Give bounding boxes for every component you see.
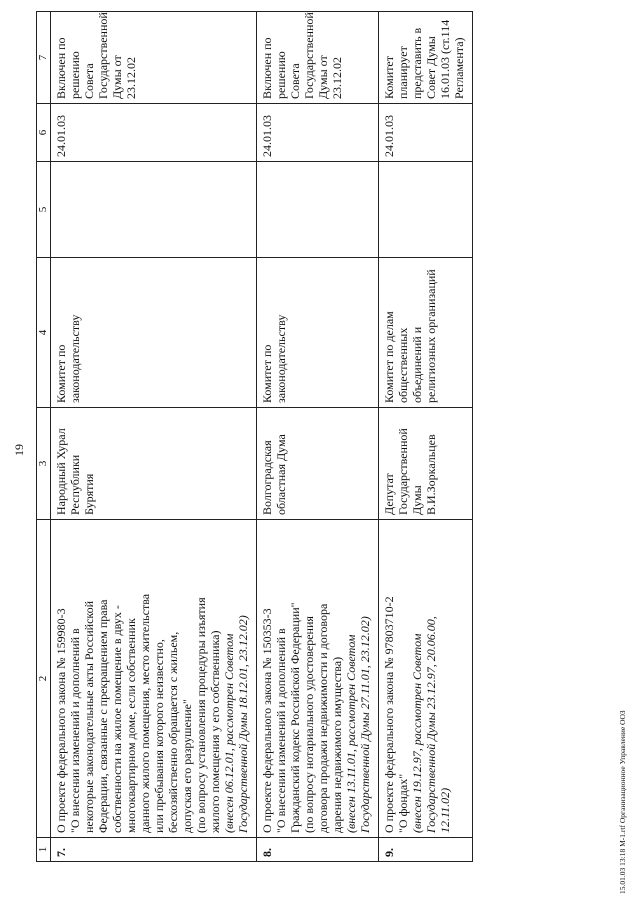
row-number: 8. <box>257 838 379 862</box>
bill-title-line: собственности на жилое помещение в двух - <box>110 605 124 833</box>
row-number: 7. <box>51 838 257 862</box>
bill-history-note: (внесен 06.12.01, рассмотрен Советом <box>222 633 236 833</box>
bill-title-line: договора продажи недвижимости и договора <box>316 603 330 833</box>
date: 24.01.03 <box>51 104 257 162</box>
bill-description <box>51 520 257 838</box>
bill-title-line: некоторые законодательные акты Российской <box>82 600 96 833</box>
initiator: Депутат Государственной Думы В.И.Зоркальцев <box>379 408 473 520</box>
bill-title-line: многоквартирном доме, если собственник <box>124 618 138 833</box>
bill-title-line: дарения недвижимого имущества) <box>330 656 344 833</box>
responsible-committee: Комитет по законодательству <box>51 258 257 408</box>
column-5-cell <box>379 162 473 258</box>
bill-history-note: Государственной Думы 27.11.01, 23.12.02) <box>358 616 372 833</box>
bill-title-line: Гражданский кодекс Российской Федерации" <box>288 602 302 833</box>
bill-title-line: жилого помещения у его собственника) <box>208 630 222 833</box>
bill-title-line: О проекте федерального закона № 159980-3 <box>54 608 68 833</box>
responsible-committee: Комитет по законодательству <box>257 258 379 408</box>
bill-title-line: О проекте федерального закона № 97803710-2 <box>382 596 396 833</box>
bill-title-line: допуская его разрушение" <box>180 699 194 833</box>
bill-title-line: О проекте федерального закона № 150353-3 <box>260 608 274 833</box>
bill-title-line: бесхозяйственно обращается с жильем, <box>166 631 180 833</box>
bill-title-line: (по вопросу нотариального удостоверения <box>302 616 316 833</box>
bill-history-note: Государственной Думы 23.12.97, 20.06.00, <box>424 616 438 833</box>
bill-description <box>379 520 473 838</box>
page-number: 19 <box>12 444 26 456</box>
initiator: Волгоградская областная Дума <box>257 408 379 520</box>
table-row <box>257 12 379 862</box>
bill-title-line: данного жилого помещения, место жительства <box>138 593 152 833</box>
bill-title-line: "О внесении изменений и дополнений в <box>274 628 288 833</box>
column-5-cell <box>51 162 257 258</box>
agenda-table <box>36 11 473 862</box>
bill-title-line: или пребывания которого неизвестно, <box>152 639 166 833</box>
bill-title-line: Федерации, связанные с прекращением права <box>96 599 110 833</box>
column-number: 3 <box>37 408 51 520</box>
table-row <box>51 12 257 862</box>
column-number: 4 <box>37 258 51 408</box>
bill-history-note: Государственной Думы 18.12.01, 23.12.02) <box>236 615 250 833</box>
date: 24.01.03 <box>379 104 473 162</box>
status: Включен по решению Совета Государственной Думы от 23.12.02 <box>257 12 379 104</box>
column-5-cell <box>257 162 379 258</box>
bill-title-line: "О внесении изменений и дополнений в <box>68 628 82 833</box>
status: Комитет планирует представить в Совет Думы 16.01.03 (ст.114 Регламента) <box>379 12 473 104</box>
file-footer: 15.01.03 13:18 М-1.rtf Организационное Управление ООЗ <box>618 710 627 894</box>
bill-history-note: (внесен 13.11.01, рассмотрен Советом <box>344 634 358 833</box>
bill-title-line: "О фондах" <box>396 773 410 833</box>
row-number: 9. <box>379 838 473 862</box>
table-row <box>379 12 473 862</box>
column-number: 1 <box>37 838 51 862</box>
status: Включен по решению Совета Государственной Думы от 23.12.02 <box>51 12 257 104</box>
column-number: 5 <box>37 162 51 258</box>
column-number: 6 <box>37 104 51 162</box>
responsible-committee: Комитет по делам общественных объединений и религиозных организаций <box>379 258 473 408</box>
date: 24.01.03 <box>257 104 379 162</box>
bill-history-note: (внесен 19.12.97, рассмотрен Советом <box>410 633 424 833</box>
column-number: 7 <box>37 12 51 104</box>
initiator: Народный Хурал Республики Бурятия <box>51 408 257 520</box>
bill-history-note: 12.11.02) <box>438 787 452 833</box>
bill-description <box>257 520 379 838</box>
bill-title-line: (по вопросу установления процедуры изъятия <box>194 597 208 833</box>
column-number-row <box>37 12 51 862</box>
column-number: 2 <box>37 520 51 838</box>
